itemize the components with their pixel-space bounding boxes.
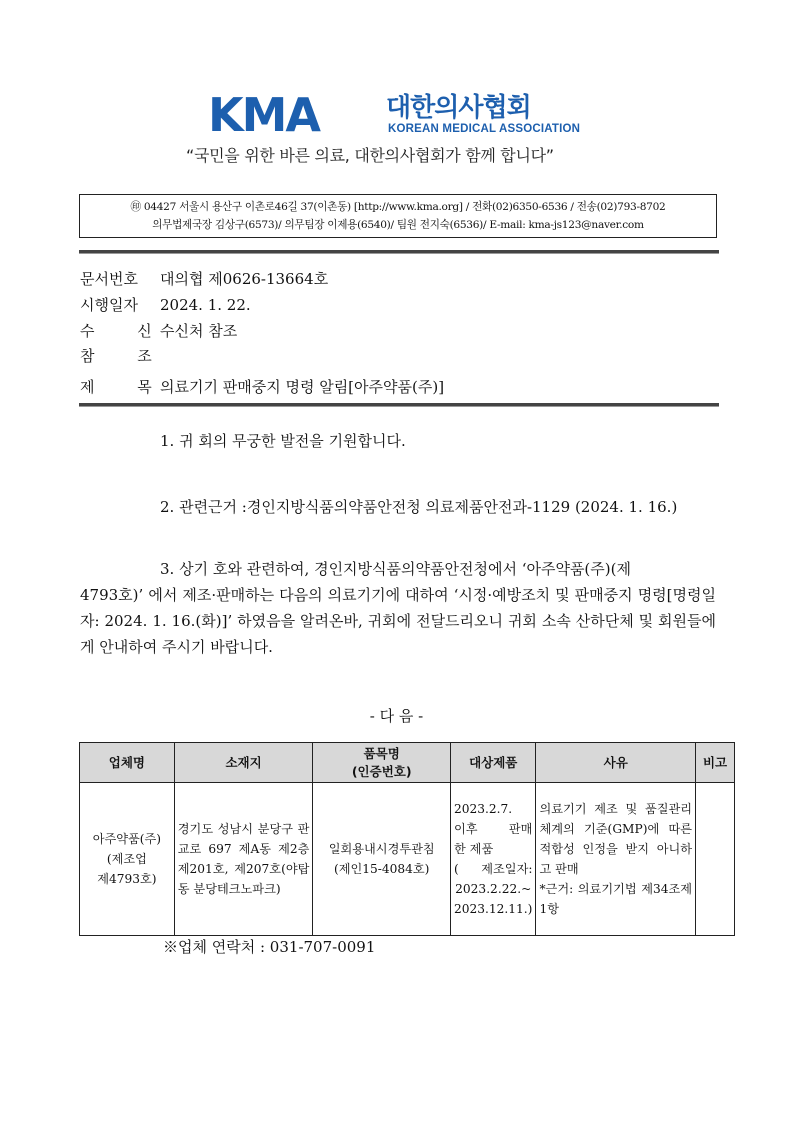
paragraph-3	[80, 556, 716, 660]
field-value: 2024. 1. 22.	[160, 296, 251, 314]
paragraph-1: 1. 귀 회의 무궁한 발전을 기원합니다.	[160, 432, 406, 450]
location-text: 경기도 성남시 분당구 판교로 697 제A동 제2층 제201호, 제207호(야탑동 분당테크노파크)	[177, 822, 310, 896]
field-subject	[80, 378, 444, 396]
logo-name-en: KOREAN MEDICAL ASSOCIATION	[388, 123, 581, 135]
cell-location	[174, 783, 313, 936]
cell-reason	[536, 783, 696, 936]
cell-target	[451, 783, 536, 936]
target-line: 2023.12.11.)	[454, 902, 533, 916]
reason-basis: *근거: 의료기기법 제34조제1항	[539, 882, 693, 916]
field-label: 문서번호	[80, 270, 138, 288]
cert-number: (제인15-4084호)	[333, 862, 430, 876]
paragraph-2: 2. 관련근거 :경인지방식품의약품안전청 의료제품안전과-1129 (2024. 1. 16.)	[160, 498, 678, 516]
product-name: 일회용내시경투관침	[328, 842, 435, 856]
company-contact: ※업체 연락처 : 031-707-0091	[163, 938, 376, 956]
header-target: 대상제품	[451, 743, 536, 783]
logo-abbr: KMA	[208, 88, 320, 142]
company-line: 아주약품(주)	[92, 832, 162, 846]
paragraph-3-rest: 4793호)’ 에서 제조·판매하는 다음의 의료기기에 대하여 ‘시정·예방조치 및 판매중지 명령[명령일자: 2024. 1. 16.(화)]’ 하였음을 알려온바, 귀회에 전달드리오니 귀회 소속 산하단체 및 회원들에게 안내하여 주시기 바랍니다.	[80, 586, 716, 656]
header-product	[313, 743, 451, 783]
target-line: ( 제조일자:	[454, 862, 533, 876]
logo-name-ko: 대한의사협회	[386, 93, 531, 123]
target-line: 2023.2.22.~	[455, 882, 532, 896]
header-product-name: 품목명	[363, 745, 400, 761]
cell-company	[80, 783, 175, 936]
header-reason: 사유	[536, 743, 696, 783]
company-line: 제4793호)	[97, 872, 157, 886]
address-line-1: ㊞ 04427 서울시 용산구 이촌로46길 37(이촌동) [http://www.kma.org] / 전화(02)6350-6536 / 전송(02)793-8702	[130, 201, 666, 213]
field-label: 참 조	[80, 347, 152, 365]
target-line: 2023.2.7.	[454, 802, 513, 816]
field-date	[80, 296, 251, 314]
field-label: 수 신	[80, 322, 152, 340]
header-divider	[79, 403, 719, 407]
header-location: 소재지	[174, 743, 313, 783]
field-doc-number	[80, 270, 328, 288]
header-cert-number: (인증번호)	[351, 763, 412, 779]
header-company: 업체명	[80, 743, 175, 783]
target-line: 이후 판매	[454, 822, 533, 836]
paragraph-3-first-line: 3. 상기 호와 관련하여, 경인지방식품의약품안전청에서 ‘아주약품(주)(제	[160, 560, 631, 578]
address-box	[79, 194, 717, 238]
kma-logo	[208, 88, 588, 142]
field-label: 시행일자	[80, 296, 138, 314]
table-row	[80, 783, 735, 936]
field-value: 의료기기 판매중지 명령 알림[아주약품(주)]	[160, 378, 445, 396]
header-note: 비고	[696, 743, 735, 783]
field-value: 수신처 참조	[160, 322, 238, 340]
top-divider	[79, 250, 719, 254]
table-header-row	[80, 743, 735, 783]
field-reference	[80, 347, 160, 365]
reason-text: 의료기기 제조 및 품질관리체계의 기준(GMP)에 따른 적합성 인정을 받지 아니하고 판매	[539, 802, 693, 876]
field-value: 대의협 제0626-13664호	[160, 270, 329, 288]
section-title: - 다 음 -	[369, 707, 424, 725]
cell-product	[313, 783, 451, 936]
field-recipient	[80, 322, 237, 340]
product-table	[79, 742, 735, 936]
cell-note	[696, 783, 735, 936]
company-line: (제조업	[106, 852, 147, 866]
target-line: 한 제품	[454, 842, 494, 856]
address-line-2: 의무법제국장 김상구(6573)/ 의무팀장 이제용(6540)/ 팀원 전지숙(6536)/ E-mail: kma-js123@naver.com	[152, 219, 644, 231]
field-label: 제 목	[80, 378, 152, 396]
slogan: “국민을 위한 바른 의료, 대한의사협회가 함께 합니다”	[186, 146, 554, 165]
